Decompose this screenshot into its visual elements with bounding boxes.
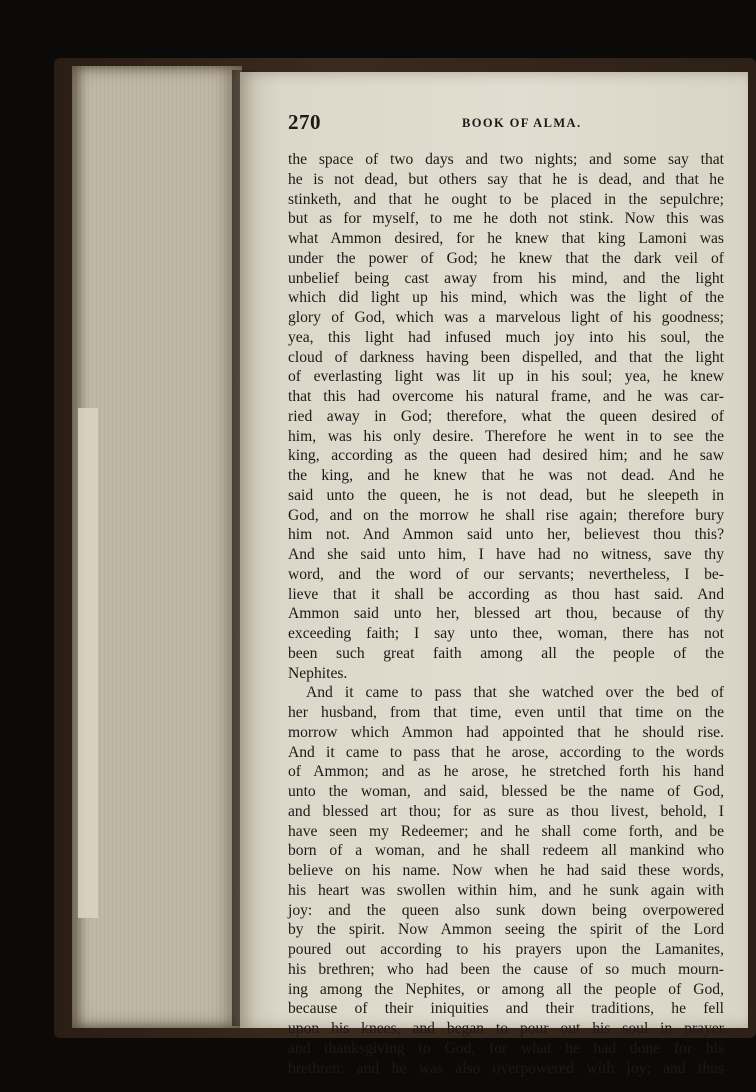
text-line: born of a woman, and he shall redeem all mankind who — [288, 842, 724, 860]
text-line: his heart was swollen within him, and he sunk again with — [288, 881, 724, 899]
text-line: morrow which Ammon had appointed that he should rise. — [288, 723, 724, 741]
text-line: unto the woman, and said, blessed be the name of God, — [288, 783, 724, 800]
text-line: upon his knees, and began to pour out his soul in prayer — [288, 1020, 724, 1037]
page-header — [288, 110, 680, 140]
text-line: that this had overcome his natural frame, and he was car- — [288, 388, 724, 405]
text-line: and thanksgiving to God, for what he had done for his — [288, 1039, 724, 1057]
text-line: And she said unto him, I have had no witness, save thy — [288, 546, 724, 563]
text-line: have seen my Redeemer; and he shall come forth, and be — [288, 822, 724, 840]
text-line: ried away in God; therefore, what the queen desired of — [288, 407, 724, 425]
text-line: him not. And Ammon said unto her, believest thou this? — [288, 526, 724, 544]
text-line: of Ammon; and as he arose, he stretched forth his hand — [288, 763, 724, 781]
text-line: And it came to pass that he arose, according to the words — [288, 743, 724, 761]
text-line: him, was his only desire. Therefore he went in to see the — [288, 427, 724, 445]
text-line: and blessed art thou; for as sure as thou livest, behold, I — [288, 802, 724, 820]
text-line: her husband, from that time, even until that time on the — [288, 704, 724, 721]
body-text — [288, 150, 724, 1078]
text-line: which did light up his mind, which was the light of the — [288, 289, 724, 307]
text-line: king, according as the queen had desired him; and he saw — [288, 447, 724, 465]
text-line: because of their iniquities and their traditions, he fell — [288, 1000, 724, 1018]
running-head: BOOK OF ALMA. — [462, 116, 582, 130]
text-line: joy: and the queen also sunk down being overpowered — [288, 901, 724, 919]
book-page — [240, 72, 748, 1077]
text-line: said unto the queen, he is not dead, but he sleepeth in — [288, 486, 724, 504]
text-line: Ammon said unto her, blessed art thou, because of thy — [288, 605, 724, 623]
page-edge-marker — [78, 408, 98, 918]
text-line: the space of two days and two nights; and some say that — [288, 151, 724, 168]
text-line: he is not dead, but others say that he is dead, and that he — [288, 170, 724, 188]
text-line: been such great faith among all the people of the — [288, 644, 724, 662]
text-line: ing among the Nephites, or among all the people of God, — [288, 980, 724, 998]
text-line: unbelief being cast away from his mind, and the light — [288, 269, 724, 287]
text-line: his brethren; who had been the cause of so much mourn- — [288, 960, 724, 978]
text-line: by the spirit. Now Ammon seeing the spirit of the Lord — [288, 921, 724, 939]
text-line: God, and on the morrow he shall rise again; therefore bury — [288, 506, 724, 524]
text-line: Nephites. — [288, 664, 348, 682]
text-line: glory of God, which was a marvelous light of his goodness; — [288, 309, 724, 326]
text-line: what Ammon desired, for he knew that king Lamoni was — [288, 230, 724, 247]
text-line: under the power of God; he knew that the dark veil of — [288, 249, 724, 267]
text-line: of everlasting light was lit up in his soul; yea, he knew — [288, 368, 724, 386]
page-number: 270 — [288, 110, 321, 134]
text-line: brethren: and he was also overpowered with joy; and thus — [288, 1059, 724, 1077]
text-line: word, and the word of our servants; nevertheless, I be- — [288, 565, 724, 583]
text-line: but as for myself, to me he doth not stink. Now this was — [288, 210, 724, 228]
text-line: exceeding faith; I say unto thee, woman, there has not — [288, 625, 724, 642]
text-line: stinketh, and that he ought to be placed in the sepulchre; — [288, 190, 724, 208]
text-line: yea, this light had infused much joy into his soul, the — [288, 328, 724, 346]
text-line: believe on his name. Now when he had said these words, — [288, 862, 724, 879]
text-line: And it came to pass that she watched over the bed of — [306, 684, 724, 702]
text-line: lieve that it shall be according as thou hast said. And — [288, 585, 724, 603]
text-line: poured out according to his prayers upon the Lamanites, — [288, 941, 724, 958]
text-line: the king, and he knew that he was not dead. And he — [288, 467, 724, 484]
text-line: cloud of darkness having been dispelled, and that the light — [288, 348, 724, 366]
